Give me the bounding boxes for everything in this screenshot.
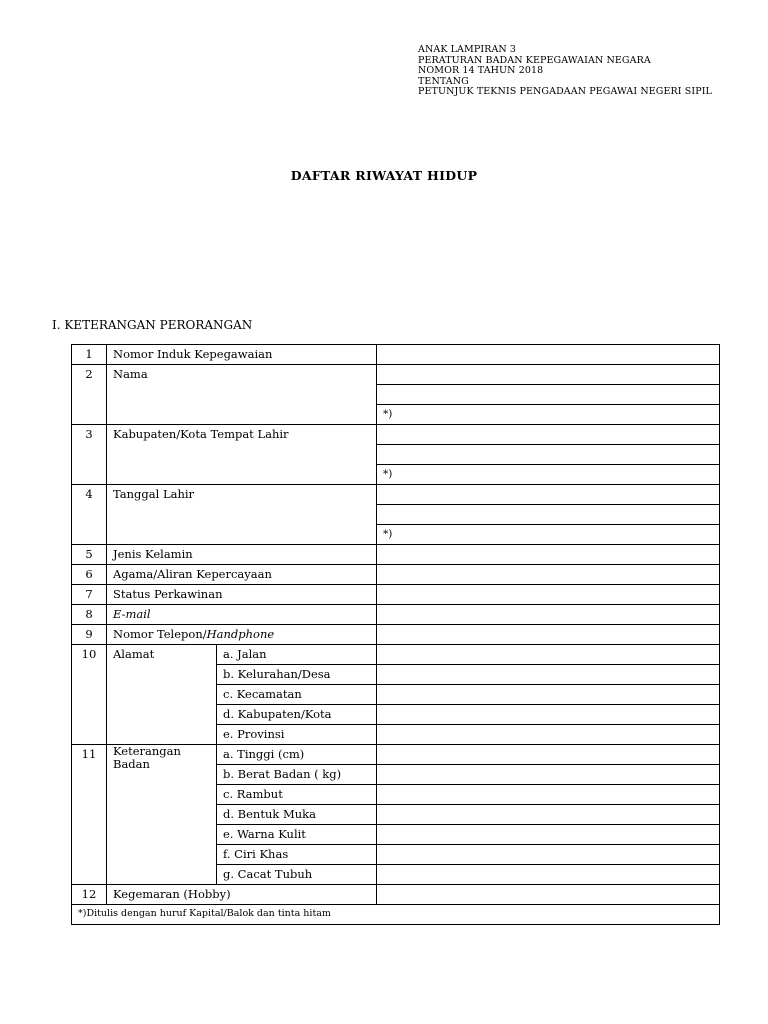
note-mark[interactable]: *) <box>377 405 720 425</box>
row-number: 6 <box>72 565 107 585</box>
personal-info-table <box>71 344 720 925</box>
table-row <box>72 645 720 665</box>
header-line: TENTANG <box>418 75 469 87</box>
header-line: PERATURAN BADAN KEPEGAWAIAN NEGARA <box>418 54 651 66</box>
row-number: 8 <box>72 605 107 625</box>
table-row <box>72 905 720 925</box>
input-cell-tanggal-lahir[interactable] <box>377 485 720 505</box>
field-label-nip: Nomor Induk Kepegawaian <box>107 345 377 365</box>
label-text-italic: Handphone <box>206 627 275 641</box>
input-cell-kegemaran[interactable] <box>377 885 720 905</box>
sub-label: f. Ciri Khas <box>217 845 377 865</box>
sub-label: c. Rambut <box>217 785 377 805</box>
field-label-agama: Agama/Aliran Kepercayaan <box>107 565 377 585</box>
sub-label: d. Kabupaten/Kota <box>217 705 377 725</box>
table-row <box>72 545 720 565</box>
field-label-telepon <box>107 625 377 645</box>
input-cell-provinsi[interactable] <box>377 725 720 745</box>
row-number: 10 <box>72 645 107 745</box>
input-cell-telepon[interactable] <box>377 625 720 645</box>
input-cell-jenis-kelamin[interactable] <box>377 545 720 565</box>
row-number: 2 <box>72 365 107 425</box>
field-label-alamat: Alamat <box>107 645 217 745</box>
sub-label: a. Tinggi (cm) <box>217 745 377 765</box>
input-cell-tempat-lahir[interactable] <box>377 445 720 465</box>
table-row <box>72 745 720 765</box>
table-row <box>72 345 720 365</box>
header-line: NOMOR 14 TAHUN 2018 <box>418 65 544 77</box>
field-label-tempat-lahir: Kabupaten/Kota Tempat Lahir <box>107 425 377 485</box>
input-cell-jalan[interactable] <box>377 645 720 665</box>
input-cell-kelurahan[interactable] <box>377 665 720 685</box>
input-cell-kecamatan[interactable] <box>377 685 720 705</box>
row-number: 11 <box>72 745 107 885</box>
input-cell-cacat-tubuh[interactable] <box>377 865 720 885</box>
sub-label: e. Provinsi <box>217 725 377 745</box>
row-number: 3 <box>72 425 107 485</box>
header-line: ANAK LAMPIRAN 3 <box>418 44 517 55</box>
table-row <box>72 585 720 605</box>
table-row <box>72 485 720 505</box>
input-cell-nip[interactable] <box>377 345 720 365</box>
field-label-keterangan-badan <box>107 745 217 885</box>
input-cell-status-perkawinan[interactable] <box>377 585 720 605</box>
row-number: 7 <box>72 585 107 605</box>
sub-label: e. Warna Kulit <box>217 825 377 845</box>
row-number: 5 <box>72 545 107 565</box>
note-mark[interactable]: *) <box>377 465 720 485</box>
input-cell-agama[interactable] <box>377 565 720 585</box>
table-row <box>72 885 720 905</box>
field-label-status-perkawinan: Status Perkawinan <box>107 585 377 605</box>
sub-label: g. Cacat Tubuh <box>217 865 377 885</box>
input-cell-bentuk-muka[interactable] <box>377 805 720 825</box>
sub-label: b. Kelurahan/Desa <box>217 665 377 685</box>
sub-label: d. Bentuk Muka <box>217 805 377 825</box>
input-cell-ciri-khas[interactable] <box>377 845 720 865</box>
input-cell-tinggi[interactable] <box>377 745 720 765</box>
input-cell-warna-kulit[interactable] <box>377 825 720 845</box>
input-cell-berat[interactable] <box>377 765 720 785</box>
label-line: Badan <box>113 757 150 771</box>
table-row <box>72 365 720 385</box>
document-title: DAFTAR RIWAYAT HIDUP <box>290 168 478 183</box>
field-label-tanggal-lahir: Tanggal Lahir <box>107 485 377 545</box>
field-label-jenis-kelamin: Jenis Kelamin <box>107 545 377 565</box>
table-row <box>72 565 720 585</box>
field-label-kegemaran: Kegemaran (Hobby) <box>107 885 377 905</box>
table-row <box>72 625 720 645</box>
input-cell-email[interactable] <box>377 605 720 625</box>
table-row <box>72 605 720 625</box>
sub-label: a. Jalan <box>217 645 377 665</box>
input-cell-tanggal-lahir[interactable] <box>377 505 720 525</box>
note-mark[interactable]: *) <box>377 525 720 545</box>
field-label-nama: Nama <box>107 365 377 425</box>
table-row <box>72 425 720 445</box>
input-cell-rambut[interactable] <box>377 785 720 805</box>
footnote: *)Ditulis dengan huruf Kapital/Balok dan tinta hitam <box>72 905 720 925</box>
label-line: Keterangan <box>113 744 181 758</box>
sub-label: b. Berat Badan ( kg) <box>217 765 377 785</box>
input-cell-tempat-lahir[interactable] <box>377 425 720 445</box>
sub-label: c. Kecamatan <box>217 685 377 705</box>
section-title: I. KETERANGAN PERORANGAN <box>52 318 253 332</box>
row-number: 9 <box>72 625 107 645</box>
header-line: PETUNJUK TEKNIS PENGADAAN PEGAWAI NEGERI SIPIL <box>418 86 712 98</box>
input-cell-nama[interactable] <box>377 365 720 385</box>
row-number: 4 <box>72 485 107 545</box>
input-cell-kabupaten[interactable] <box>377 705 720 725</box>
label-text: Nomor Telepon/ <box>113 627 207 641</box>
field-label-email: E-mail <box>107 605 377 625</box>
attachment-header <box>418 45 712 98</box>
input-cell-nama[interactable] <box>377 385 720 405</box>
row-number: 1 <box>72 345 107 365</box>
row-number: 12 <box>72 885 107 905</box>
